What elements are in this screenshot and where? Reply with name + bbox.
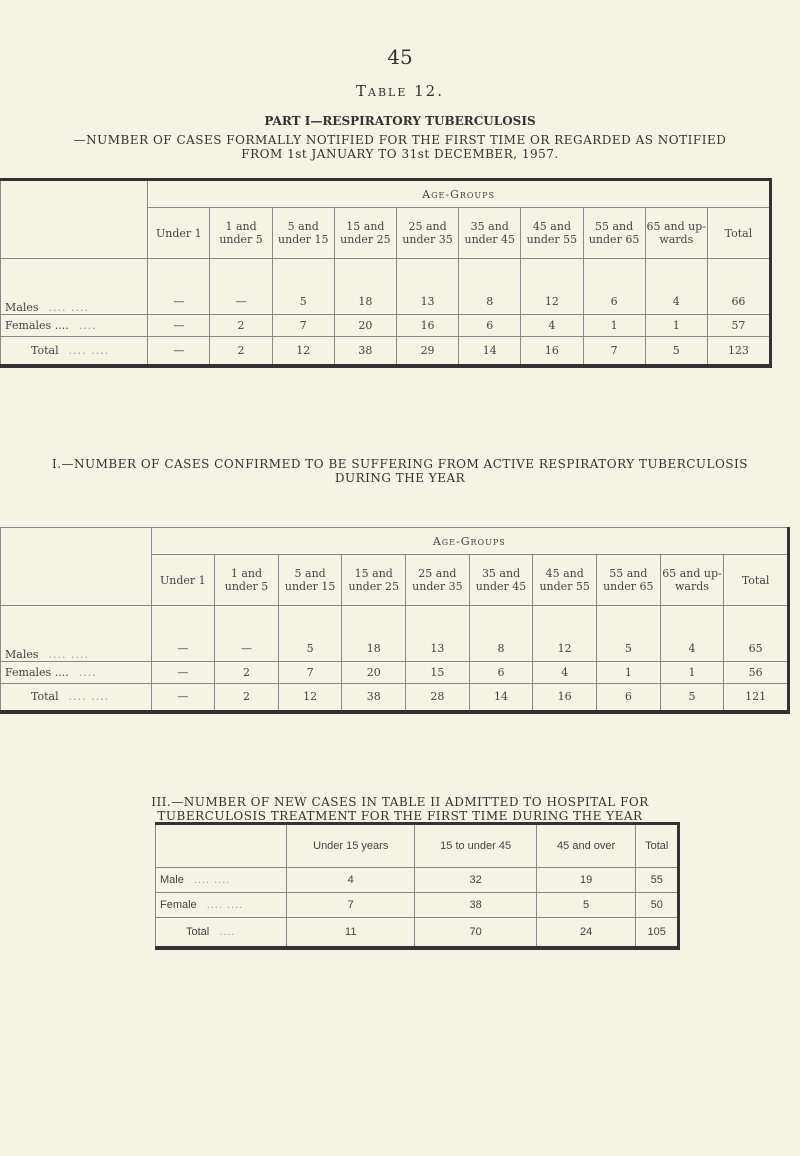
data-cell: 4: [287, 868, 415, 893]
heading-line: I.—NUMBER OF CASES CONFIRMED TO BE SUFFERING FROM ACTIVE RESPIRATORY TUBERCULOSIS: [51, 457, 749, 471]
data-cell: 4: [521, 315, 583, 337]
row-label: [156, 868, 287, 893]
column-header: 65 and up- wards: [645, 208, 707, 259]
column-header: 55 and under 65: [597, 555, 661, 606]
data-cell: 2: [215, 684, 279, 712]
data-cell: 2: [210, 315, 272, 337]
part-heading: PART I—RESPIRATORY TUBERCULOSIS: [264, 114, 536, 128]
data-cell: 123: [707, 337, 770, 366]
data-cell: 5: [597, 606, 661, 662]
data-cell: 4: [645, 259, 707, 315]
heading-line: FROM 1st JANUARY TO 31st DECEMBER, 1957.: [241, 147, 559, 161]
heading-line: TUBERCULOSIS TREATMENT FOR THE FIRST TIME DURING THE YEAR: [157, 809, 643, 823]
column-header: 35 and under 45: [459, 208, 521, 259]
row-label: [1, 337, 148, 366]
data-cell: 55: [636, 868, 679, 893]
heading-line: DURING THE YEAR: [334, 471, 466, 485]
column-header: 1 and under 5: [215, 555, 279, 606]
column-header: Under 15 years: [287, 824, 415, 868]
column-header-row: [156, 824, 679, 868]
data-cell: 16: [533, 684, 597, 712]
leader-dots: ....: [78, 666, 97, 679]
corner-cell: [1, 180, 148, 259]
heading-line: —NUMBER OF CASES FORMALLY NOTIFIED FOR THE FIRST TIME OR REGARDED AS NOTIFIED: [73, 133, 727, 147]
data-cell: 24: [536, 918, 636, 948]
row-label: [1, 606, 152, 662]
data-cell: —: [148, 259, 210, 315]
data-cell: 12: [272, 337, 334, 366]
data-cell: 14: [469, 684, 533, 712]
data-cell: 7: [287, 893, 415, 918]
column-header: 25 and under 35: [396, 208, 458, 259]
data-cell: 7: [583, 337, 645, 366]
column-header: Under 1: [148, 208, 210, 259]
table-row: [1, 662, 789, 684]
data-cell: —: [210, 259, 272, 315]
data-cell: 6: [583, 259, 645, 315]
leader-dots: .... ....: [193, 874, 231, 886]
group-header-row: [1, 180, 771, 208]
section3-heading: [0, 795, 800, 823]
data-cell: 7: [278, 662, 342, 684]
row-label: [1, 684, 152, 712]
data-cell: 6: [597, 684, 661, 712]
column-header: 55 and under 65: [583, 208, 645, 259]
column-header: 15 and under 25: [334, 208, 396, 259]
row-label: [1, 662, 152, 684]
section2-heading: [0, 457, 800, 485]
data-cell: 18: [342, 606, 406, 662]
data-cell: 2: [210, 337, 272, 366]
row-label: [156, 893, 287, 918]
heading-line: III.—NUMBER OF NEW CASES IN TABLE II ADMITTED TO HOSPITAL FOR: [151, 795, 649, 809]
data-cell: 1: [583, 315, 645, 337]
column-header: Total: [707, 208, 770, 259]
data-cell: 20: [334, 315, 396, 337]
column-header: 25 and under 35: [406, 555, 470, 606]
data-cell: 18: [334, 259, 396, 315]
column-header: Under 1: [151, 555, 215, 606]
data-cell: 66: [707, 259, 770, 315]
data-cell: 16: [396, 315, 458, 337]
data-cell: 19: [536, 868, 636, 893]
data-cell: 32: [415, 868, 536, 893]
row-label-text: Females ....: [5, 666, 69, 679]
corner-cell: [1, 528, 152, 606]
data-cell: 6: [459, 315, 521, 337]
confirmed-cases-table: [0, 527, 790, 714]
table-row: [1, 315, 771, 337]
column-header: 15 to under 45: [415, 824, 536, 868]
data-cell: 1: [660, 662, 724, 684]
data-cell: 65: [724, 606, 789, 662]
table-row: [156, 918, 679, 948]
data-cell: 14: [459, 337, 521, 366]
row-label: [1, 259, 148, 315]
row-label-text: Male: [160, 874, 184, 886]
notified-cases-table: [0, 178, 772, 368]
data-cell: 11: [287, 918, 415, 948]
table-row: [1, 259, 771, 315]
data-cell: 121: [724, 684, 789, 712]
leader-dots: .... ....: [68, 690, 110, 704]
table-row: [1, 606, 789, 662]
data-cell: 13: [396, 259, 458, 315]
column-header: 45 and over: [536, 824, 636, 868]
data-cell: 12: [278, 684, 342, 712]
data-cell: —: [151, 606, 215, 662]
data-cell: —: [148, 337, 210, 366]
data-cell: 5: [272, 259, 334, 315]
data-cell: 12: [533, 606, 597, 662]
hospital-admissions-table: [155, 822, 680, 950]
column-header: 1 and under 5: [210, 208, 272, 259]
age-groups-label: Age-Groups: [148, 180, 771, 208]
data-cell: 57: [707, 315, 770, 337]
leader-dots: ....: [219, 925, 236, 938]
data-cell: 16: [521, 337, 583, 366]
column-header: 35 and under 45: [469, 555, 533, 606]
data-cell: 4: [660, 606, 724, 662]
data-cell: 5: [660, 684, 724, 712]
group-header-row: [1, 528, 789, 555]
data-cell: 5: [536, 893, 636, 918]
age-groups-label: Age-Groups: [151, 528, 788, 555]
data-cell: 6: [469, 662, 533, 684]
table-row: [156, 893, 679, 918]
row-label-text: Total: [186, 925, 210, 938]
data-cell: 7: [272, 315, 334, 337]
row-label: [1, 315, 148, 337]
data-cell: 15: [406, 662, 470, 684]
row-label-text: Total: [31, 343, 59, 357]
row-label-text: Females ....: [5, 319, 69, 332]
data-cell: 28: [406, 684, 470, 712]
data-cell: 20: [342, 662, 406, 684]
page-number: 45: [387, 45, 413, 69]
data-cell: —: [148, 315, 210, 337]
corner-cell: [156, 824, 287, 868]
data-cell: 38: [342, 684, 406, 712]
data-cell: 1: [597, 662, 661, 684]
row-label-text: Total: [31, 690, 59, 704]
data-cell: 5: [645, 337, 707, 366]
row-label-text: Males: [5, 301, 39, 314]
table-row: [156, 868, 679, 893]
data-cell: 13: [406, 606, 470, 662]
column-header: Total: [724, 555, 789, 606]
data-cell: 56: [724, 662, 789, 684]
data-cell: 29: [396, 337, 458, 366]
column-header: Total: [636, 824, 679, 868]
row-label: [156, 918, 287, 948]
data-cell: 38: [415, 893, 536, 918]
data-cell: 38: [334, 337, 396, 366]
data-cell: 12: [521, 259, 583, 315]
row-label-text: Males: [5, 648, 39, 661]
table-row: [1, 337, 771, 366]
data-cell: —: [151, 662, 215, 684]
column-header: 5 and under 15: [278, 555, 342, 606]
data-cell: 2: [215, 662, 279, 684]
data-cell: 50: [636, 893, 679, 918]
data-cell: —: [151, 684, 215, 712]
data-cell: 4: [533, 662, 597, 684]
data-cell: 1: [645, 315, 707, 337]
column-header: 45 and under 55: [521, 208, 583, 259]
column-header: 45 and under 55: [533, 555, 597, 606]
column-header: 15 and under 25: [342, 555, 406, 606]
leader-dots: .... ....: [48, 648, 89, 661]
row-label-text: Female: [160, 899, 197, 911]
data-cell: 105: [636, 918, 679, 948]
table-title: Table 12.: [356, 82, 444, 100]
leader-dots: .... ....: [206, 899, 244, 911]
leader-dots: .... ....: [68, 343, 110, 357]
column-header: 5 and under 15: [272, 208, 334, 259]
leader-dots: ....: [78, 319, 97, 332]
data-cell: 5: [278, 606, 342, 662]
data-cell: 8: [469, 606, 533, 662]
data-cell: —: [215, 606, 279, 662]
table-row: [1, 684, 789, 712]
leader-dots: .... ....: [48, 301, 89, 314]
section1-heading: [0, 133, 800, 161]
column-header: 65 and up- wards: [660, 555, 724, 606]
data-cell: 70: [415, 918, 536, 948]
data-cell: 8: [459, 259, 521, 315]
